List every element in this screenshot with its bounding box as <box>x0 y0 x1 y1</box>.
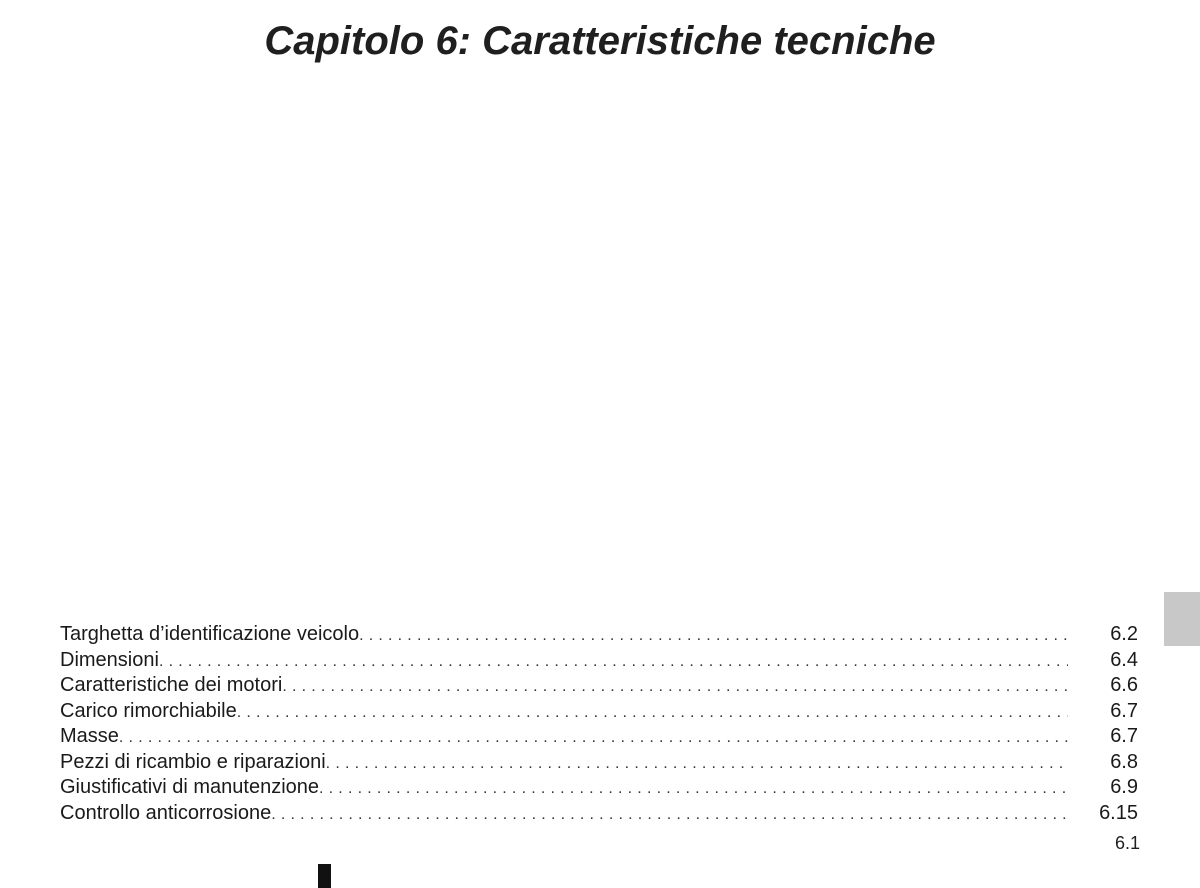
toc-entry-label: Pezzi di ricambio e riparazioni <box>60 750 326 773</box>
toc-leader-dots <box>119 725 1068 750</box>
chapter-title: Capitolo 6: Caratteristiche tecniche <box>264 19 936 63</box>
toc-entry[interactable] <box>60 801 1138 827</box>
toc-entry-page: 6.2 <box>1110 623 1138 645</box>
toc-leader-dots <box>159 649 1068 674</box>
toc-leader-dots <box>282 674 1068 699</box>
toc-leader-dots <box>319 776 1068 801</box>
chapter-tab <box>1164 592 1200 646</box>
toc-entry-page: 6.9 <box>1110 776 1138 798</box>
toc-entry-label: Giustificativi di manutenzione <box>60 776 320 798</box>
toc-entry[interactable] <box>60 648 1138 674</box>
toc-entry-page: 6.15 <box>1099 801 1138 824</box>
toc-entry-label: Targhetta d’identificazione veicolo <box>60 623 360 645</box>
toc-entry-label: Controllo anticorrosione <box>60 801 272 824</box>
toc-entry-page: 6.8 <box>1110 750 1138 773</box>
toc-entry-page: 6.7 <box>1110 725 1138 747</box>
table-of-contents <box>60 622 1138 826</box>
toc-entry[interactable] <box>60 724 1138 750</box>
toc-entry[interactable] <box>60 750 1138 776</box>
toc-entry-page: 6.7 <box>1110 699 1138 722</box>
toc-leader-dots <box>237 700 1068 725</box>
toc-entry-label: Dimensioni <box>60 648 159 671</box>
toc-entry-page: 6.6 <box>1110 674 1138 696</box>
page-number: 6.1 <box>1114 833 1140 853</box>
toc-entry[interactable] <box>60 673 1138 699</box>
toc-leader-dots <box>359 623 1068 648</box>
toc-entry-label: Caratteristiche dei motori <box>60 674 283 696</box>
toc-leader-dots <box>326 751 1068 776</box>
toc-entry[interactable] <box>60 699 1138 725</box>
toc-entry-page: 6.4 <box>1110 648 1138 671</box>
toc-leader-dots <box>271 802 1068 827</box>
toc-entry[interactable] <box>60 775 1138 801</box>
toc-entry-label: Masse <box>60 725 119 747</box>
toc-entry[interactable] <box>60 622 1138 648</box>
crop-mark <box>318 864 331 888</box>
toc-entry-label: Carico rimorchiabile <box>60 699 237 722</box>
